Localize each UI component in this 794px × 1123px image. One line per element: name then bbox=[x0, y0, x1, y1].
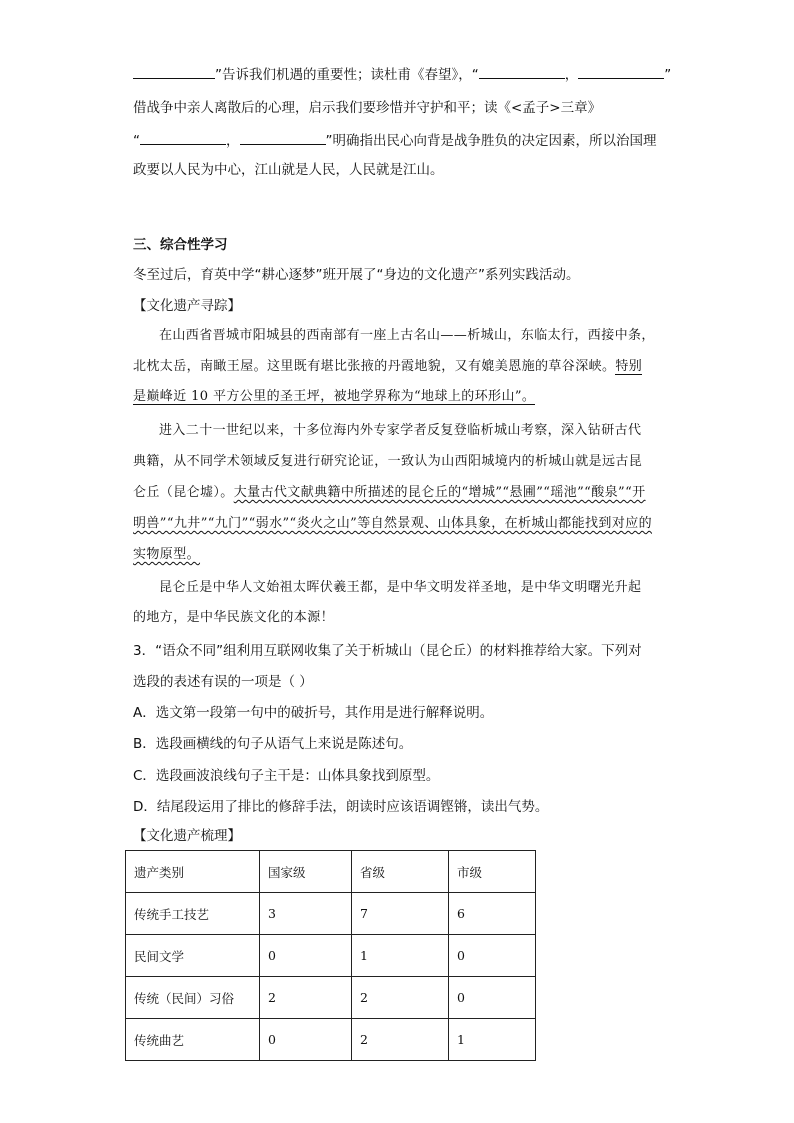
heritage-table bbox=[125, 850, 536, 1061]
table-cell: 7 bbox=[352, 893, 449, 935]
table-cell: 传统手工技艺 bbox=[126, 893, 260, 935]
passage-p2-line3: 仑丘（昆仑墟）。大量古代文献典籍中所描述的昆仑丘的“增城”“悬圃”“瑶池”“酸泉”“开 bbox=[133, 485, 646, 500]
table-cell: 民间文学 bbox=[126, 935, 260, 977]
option-d[interactable]: D．结尾段运用了排比的修辞手法，朗读时应该语调铿锵，读出气势。 bbox=[133, 799, 549, 815]
answer-blank[interactable] bbox=[133, 64, 215, 79]
table-row bbox=[126, 1019, 536, 1061]
passage-p2-line5 bbox=[133, 545, 200, 565]
subheading-heritage-sort: 【文化遗产梳理】 bbox=[133, 828, 241, 844]
section-heading: 三、综合性学习 bbox=[133, 237, 228, 253]
table-header-cell: 国家级 bbox=[260, 851, 352, 893]
table-row bbox=[126, 935, 536, 977]
fill-line-4: 政要以人民为中心，江山就是人民，人民就是江山。 bbox=[133, 162, 444, 178]
answer-blank[interactable] bbox=[479, 64, 565, 79]
table-cell: 2 bbox=[352, 1019, 449, 1061]
table-header-cell: 省级 bbox=[352, 851, 449, 893]
underlined-sentence: 是巅峰近 10 平方公里的圣王坪，被地学界称为“地球上的环形山”。 bbox=[133, 389, 536, 404]
fill-line-3: “ ， ”明确指出民心向背是战争胜负的决定因素，所以治国理 bbox=[133, 130, 657, 151]
passage-p1-line3 bbox=[133, 387, 535, 407]
table-cell: 0 bbox=[260, 1019, 352, 1061]
table-row bbox=[126, 893, 536, 935]
table-cell: 1 bbox=[449, 1019, 536, 1061]
table-cell: 2 bbox=[260, 977, 352, 1019]
subheading-heritage-trace: 【文化遗产寻踪】 bbox=[133, 298, 241, 314]
table-cell: 0 bbox=[449, 935, 536, 977]
underlined-sentence: 特别 bbox=[615, 359, 643, 374]
passage-p2-line1: 进入二十一世纪以来，十多位海内外专家学者反复登临析城山考察，深入钻研古代 bbox=[159, 423, 642, 438]
section-intro: 冬至过后，育英中学“耕心逐梦”班开展了“身边的文化遗产”系列实践活动。 bbox=[133, 267, 580, 283]
table-cell: 0 bbox=[260, 935, 352, 977]
passage-p3-line2: 的地方，是中华民族文化的本源！ bbox=[133, 610, 335, 625]
table-header-row bbox=[126, 851, 536, 893]
table-cell: 0 bbox=[449, 977, 536, 1019]
table-cell: 1 bbox=[352, 935, 449, 977]
question-stem-line2: 选段的表述有误的一项是（ ） bbox=[133, 674, 313, 690]
table-header-cell: 遗产类别 bbox=[126, 851, 260, 893]
fill-line-2: 借战争中亲人离散后的心理，启示我们要珍惜并守护和平；读《<孟子>三章》 bbox=[133, 100, 602, 116]
fill-line-1: ”告诉我们机遇的重要性；读杜甫《春望》，“ ， ” bbox=[133, 64, 671, 85]
option-c[interactable]: C．选段画波浪线句子主干是：山体具象找到原型。 bbox=[133, 768, 440, 784]
table-cell: 6 bbox=[449, 893, 536, 935]
table-cell: 传统（民间）习俗 bbox=[126, 977, 260, 1019]
table-cell: 3 bbox=[260, 893, 352, 935]
wavy-underlined-sentence: 大量古代文献典籍中所描述的昆仑丘的“增城”“悬圃”“瑶池”“酸泉”“开 bbox=[233, 485, 646, 500]
table-cell: 传统曲艺 bbox=[126, 1019, 260, 1061]
wavy-underlined-sentence: 实物原型。 bbox=[133, 547, 201, 562]
passage-p1-line1: 在山西省晋城市阳城县的西南部有一座上古名山——析城山，东临太行，西接中条， bbox=[159, 328, 655, 343]
wavy-underlined-sentence: 明兽”“九井”“九门”“弱水”“炎火之山”等自然景观、山体具象，在析城山都能找到对应的 bbox=[133, 516, 653, 531]
option-b[interactable]: B．选段画横线的句子从语气上来说是陈述句。 bbox=[133, 736, 413, 752]
answer-blank[interactable] bbox=[578, 64, 664, 79]
question-stem-line1: 3．“语众不同”组利用互联网收集了关于析城山（昆仑丘）的材料推荐给大家。下列对 bbox=[133, 643, 642, 659]
passage-p1-line2: 北枕太岳，南瞰王屋。这里既有堪比张掖的丹霞地貌，又有媲美恩施的草谷深峡。特别 bbox=[133, 359, 643, 374]
table-header-cell: 市级 bbox=[449, 851, 536, 893]
answer-blank[interactable] bbox=[140, 130, 226, 145]
passage-p2-line4 bbox=[133, 514, 652, 534]
option-a[interactable]: A．选文第一段第一句中的破折号，其作用是进行解释说明。 bbox=[133, 705, 494, 721]
table-row bbox=[126, 977, 536, 1019]
passage-p2-line2: 典籍，从不同学术领域反复进行研究论证，一致认为山西阳城境内的析城山就是远古昆 bbox=[133, 454, 643, 469]
passage-p3-line1: 昆仑丘是中华人文始祖太晖伏羲王都，是中华文明发祥圣地，是中华文明曙光升起 bbox=[159, 580, 642, 595]
table-cell: 2 bbox=[352, 977, 449, 1019]
answer-blank[interactable] bbox=[240, 130, 326, 145]
